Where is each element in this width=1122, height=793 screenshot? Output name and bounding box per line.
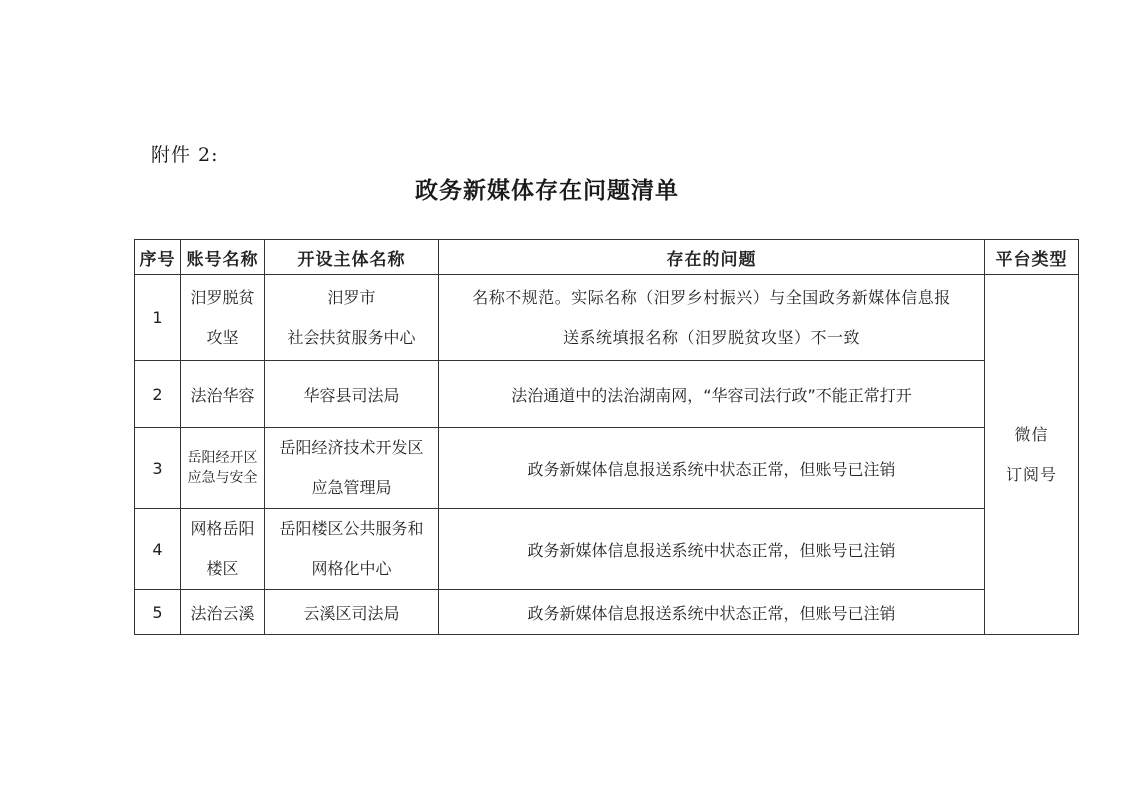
issues-table	[134, 239, 1079, 635]
row-entity: 华容县司法局	[265, 361, 439, 428]
issue-line: 名称不规范。实际名称（汨罗乡村振兴）与全国政务新媒体信息报	[472, 287, 951, 307]
row-issue: 法治通道中的法治湖南网，“华容司法行政”不能正常打开	[439, 361, 985, 428]
account-line: 攻坚	[206, 327, 239, 347]
row-account	[181, 428, 265, 509]
header-issue: 存在的问题	[439, 240, 985, 275]
table-row	[135, 590, 1079, 635]
entity-line: 岳阳楼区公共服务和	[279, 519, 424, 538]
row-seq: 3	[135, 428, 181, 509]
account-line: 楼区	[206, 559, 239, 578]
table-row	[135, 428, 1079, 509]
row-account: 法治云溪	[181, 590, 265, 635]
entity-line: 网格化中心	[311, 559, 392, 578]
account-line: 岳阳经开区	[187, 450, 258, 466]
account-line: 应急与安全	[187, 470, 258, 486]
row-entity	[265, 275, 439, 361]
table-row	[135, 361, 1079, 428]
header-account: 账号名称	[181, 240, 265, 275]
entity-line: 社会扶贫服务中心	[287, 327, 416, 347]
row-seq: 1	[135, 275, 181, 361]
row-entity	[265, 509, 439, 590]
row-account: 法治华容	[181, 361, 265, 428]
platform-line: 微信	[1014, 424, 1049, 444]
entity-line: 应急管理局	[311, 478, 392, 497]
entity-line: 岳阳经济技术开发区	[279, 438, 424, 457]
header-entity: 开设主体名称	[265, 240, 439, 275]
table-row	[135, 509, 1079, 590]
table-row	[135, 275, 1079, 361]
row-seq: 2	[135, 361, 181, 428]
issue-line: 送系统填报名称（汨罗脱贫攻坚）不一致	[562, 327, 860, 347]
header-platform: 平台类型	[985, 240, 1079, 275]
entity-line: 汨罗市	[327, 287, 376, 307]
row-entity: 云溪区司法局	[265, 590, 439, 635]
row-account	[181, 509, 265, 590]
row-seq: 4	[135, 509, 181, 590]
row-issue: 政务新媒体信息报送系统中状态正常，但账号已注销	[439, 590, 985, 635]
row-platform	[985, 275, 1079, 635]
row-entity	[265, 428, 439, 509]
row-issue: 政务新媒体信息报送系统中状态正常，但账号已注销	[439, 428, 985, 509]
account-line: 网格岳阳	[190, 519, 255, 538]
account-line: 汨罗脱贫	[190, 287, 255, 307]
attachment-label: 附件 2:	[151, 144, 219, 166]
row-seq: 5	[135, 590, 181, 635]
header-seq: 序号	[135, 240, 181, 275]
row-issue: 政务新媒体信息报送系统中状态正常，但账号已注销	[439, 509, 985, 590]
row-issue	[439, 275, 985, 361]
document-title: 政务新媒体存在问题清单	[415, 178, 679, 204]
table-header-row	[135, 240, 1079, 275]
row-account	[181, 275, 265, 361]
platform-line: 订阅号	[1005, 464, 1057, 484]
